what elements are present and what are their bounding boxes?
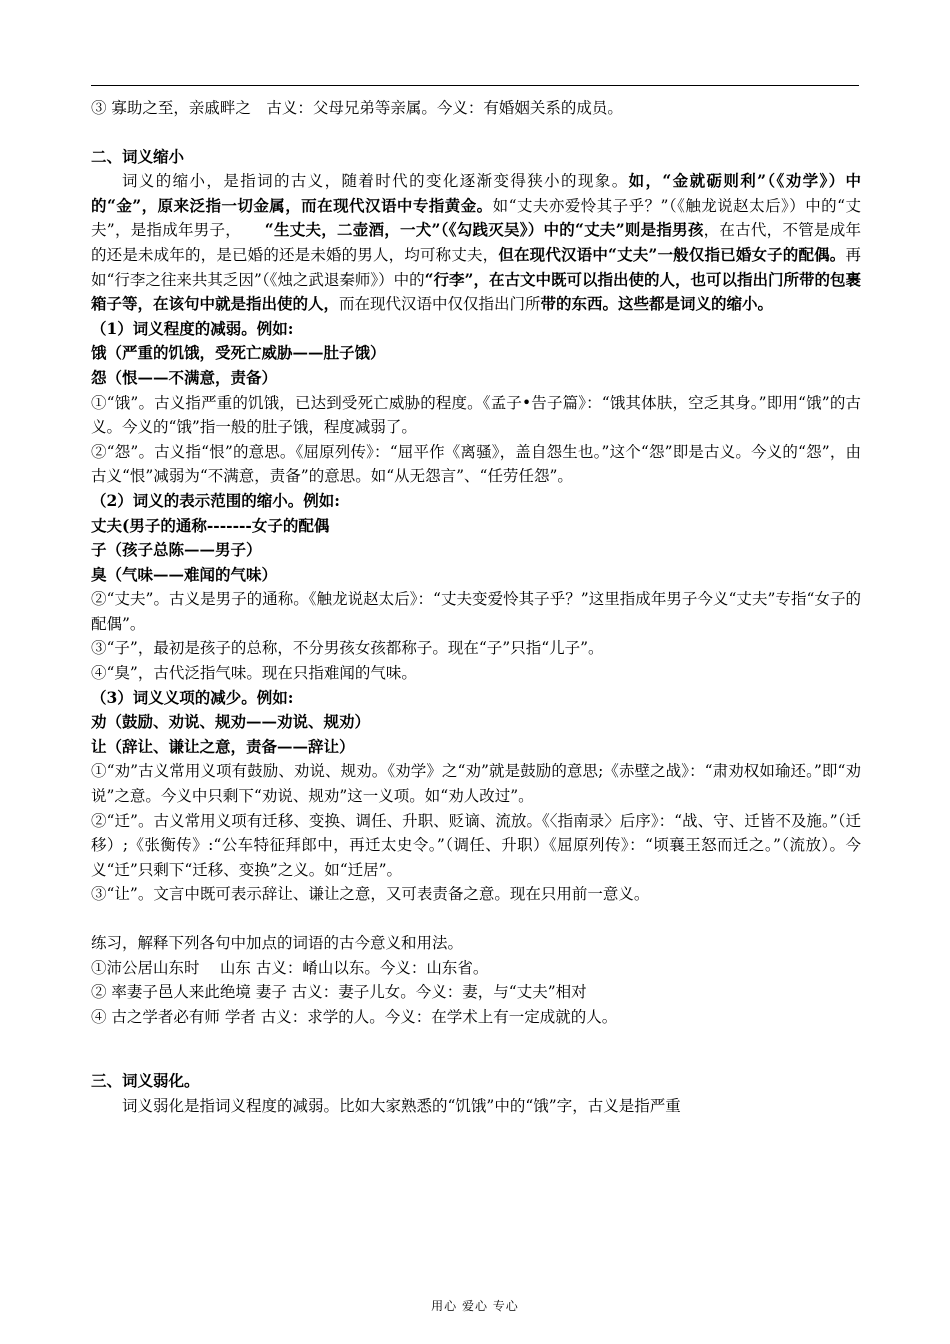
text: 而在现代汉语中仅仅指出门所 [339,295,541,314]
note: ①“劝”古义常用义项有鼓励、劝说、规劝。《劝学》之“劝”就是鼓励的意思;《赤壁之战》：“肃劝权如瑜还。”即“劝说”之意。今义中只剩下“劝说、规劝”这一义项。如“劝人改过”。 [91,762,861,806]
note: ②“怨”。古义指“恨”的意思。《屈原列传》：“屈平作《离骚》，盖自怨生也。”这个“怨”即是古义。今义的“怨”，由古义“恨”减弱为“不满意，责备”的意思。如“从无怨言”、“任劳任怨”。 [91,442,861,486]
text: 再如“行李之往来共其乏因”（《烛之武退秦师》）中的 [91,245,861,289]
word-item: 饿（严重的饥饿，受死亡威胁——肚子饿） [91,343,386,363]
header-rule [91,85,859,86]
bold-text: 如，“金就砺则利”（《劝学》）中的“金”，原来泛指一切金属，而在现代汉语中专指黄金。 [91,171,861,215]
bold-text: “生丈夫，二壶酒，一犬”（《勾践灭吴》）中的“丈夫”则是指男孩 [264,220,704,240]
bold-text: 但在现代汉语中“丈夫”一般仅指已婚女子的配偶。 [498,244,846,264]
note: ②“丈夫”。古义是男子的通称。《触龙说赵太后》：“丈夫变爱怜其子乎？”这里指成年男子今义“丈夫”专指“女子的配偶”。 [91,590,861,633]
subsection-heading: （3）词义义项的减少。例如: [91,687,294,707]
paragraph: 词义弱化是指词义程度的减弱。比如大家熟悉的“饥饿”中的“饿”字，古义是指严重 [122,1096,681,1115]
page-body [91,96,861,1119]
practice-item: ④ 古之学者必有师 学者 古义：求学的人。今义：在学术上有一定成就的人。 [91,1007,618,1026]
page-footer: 用心 爱心 专心 [431,1299,519,1313]
text: ，在古代，不管是成年的还是未成年的，是已婚的还是未婚的男人，均可称丈夫， [91,221,861,264]
word-item: 臭（气味——难闻的气味） [91,564,278,584]
bold-text: 带的东西。这些都是词义的缩小。 [540,294,774,314]
note: ④“臭”，古代泛指气味。现在只指难闻的气味。 [91,664,417,683]
note: ①“饿”。古义指严重的饥饿，已达到受死亡威胁的程度。《孟子•告子篇》：“饿其体肤，空乏其身。”即用“饿”的古义。今义的“饿”指一般的肚子饿，程度减弱了。 [91,393,861,437]
practice-item: ② 率妻子邑人来此绝境 妻子 古义：妻子儿女。今义：妻，与“丈夫”相对 [91,983,587,1002]
bold-text: “行李”，在古文中既可以指出使的人，也可以指出门所带的包裹箱子等，在该句中就是指出使的人， [91,269,861,314]
note: ③“子”，最初是孩子的总称，不分男孩女孩都称子。现在“子”只指“儿子”。 [91,639,604,658]
text-line: ③ 寡助之至，亲戚畔之 古义：父母兄弟等亲属。今义：有婚姻关系的成员。 [91,99,623,117]
practice-item: ①沛公居山东时 山东 古义：崤山以东。今义：山东省。 [91,958,489,977]
note: ③“让”。文言中既可表示辞让、谦让之意，又可表责备之意。现在只用前一意义。 [91,885,650,904]
word-item: 劝（鼓励、劝说、规劝——劝说、规劝） [91,712,371,732]
text: 词义的缩小，是指词的古义，随着时代的变化逐渐变得狭小的现象。 [122,172,629,191]
word-item: 丈夫(男子的通称-------女子的配偶 [91,515,330,535]
subsection-heading: （2）词义的表示范围的缩小。例如: [91,490,341,510]
word-item: 让（辞让、谦让之意，责备——辞让） [91,736,355,756]
note: ②“迁”。古义常用义项有迁移、变换、调任、升职、贬谪、流放。《〈指南录〉后序》：“战、守、迁皆不及施。”（迁移）;《张衡传》:“公车特征拜郎中，再迁太史令。”（调任、升职）《屈原列传》：“顷襄王怒而迁之。”（流放）。今义“迁”只剩下“迁移、变换”之义。如“迁居”。 [91,811,861,879]
practice-title: 练习，解释下列各句中加点的词语的古今意义和用法。 [91,934,464,952]
word-item: 怨（恨——不满意，责备） [91,367,278,387]
section-heading: 二、词义缩小 [91,146,185,166]
text: 如“丈夫亦爱怜其子乎？”（《触龙说赵太后》）中的“丈夫”，是指成年男子， [91,196,861,240]
word-item: 子（孩子总陈——男子） [91,540,262,560]
paragraph [91,169,861,317]
subsection-heading: （1）词义程度的减弱。例如: [91,318,294,338]
section-heading: 三、词义弱化。 [91,1071,200,1091]
